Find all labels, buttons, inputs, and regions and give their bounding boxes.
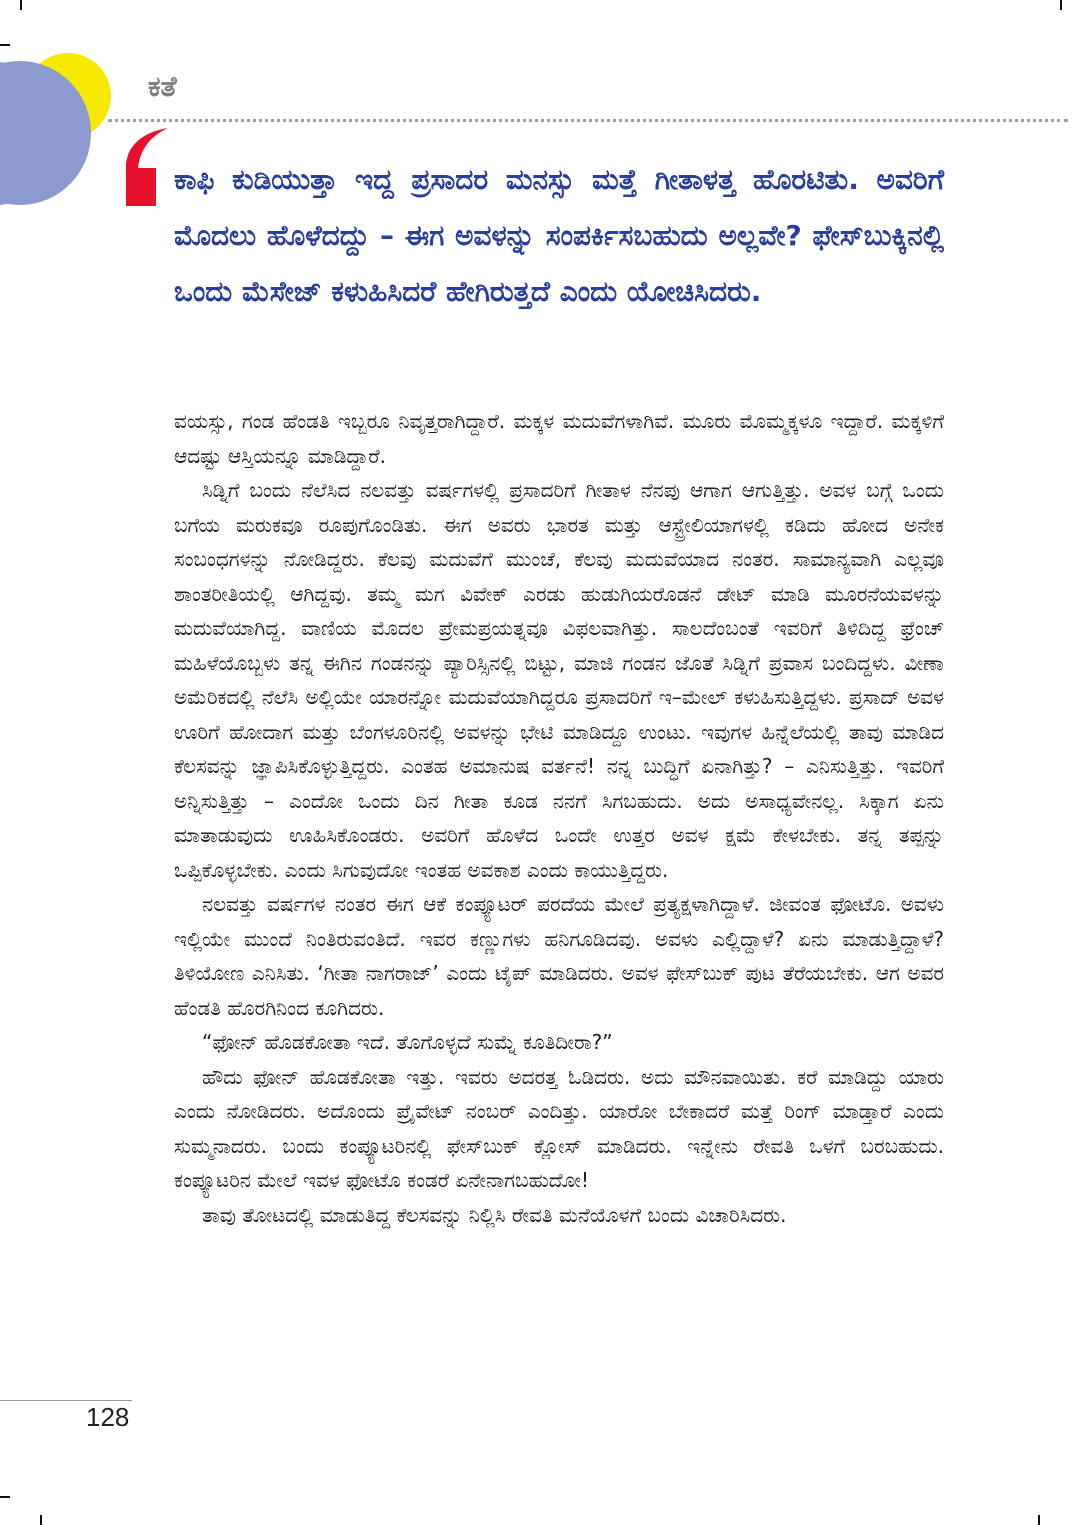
- crop-mark: [40, 1515, 42, 1525]
- body-paragraph: ವಯಸ್ಸು, ಗಂಡ ಹೆಂಡತಿ ಇಬ್ಬರೂ ನಿವೃತ್ತರಾಗಿದ್ದಾರೆ. ಮಕ್ಕಳ ಮದುವೆಗಳಾಗಿವೆ. ಮೂರು ಮೊಮ್ಮಕ್ಕಳೂ ಇದ್ದಾರೆ. ಮಕ್ಕಳಿಗೆ ಆದಷ್ಟು ಆಸ್ತಿಯನ್ನೂ ಮಾಡಿದ್ದಾರೆ.: [174, 409, 944, 468]
- crop-mark: [1038, 1515, 1040, 1525]
- crop-mark: [1060, 0, 1062, 10]
- section-label: ಕತೆ: [148, 70, 177, 103]
- quote-mark-icon: [126, 128, 170, 206]
- page-number-rule: [0, 1400, 132, 1401]
- decorative-circles: [0, 0, 140, 210]
- crop-mark: [0, 1496, 10, 1498]
- body-paragraph: ಸಿಡ್ನಿಗೆ ಬಂದು ನೆಲೆಸಿದ ನಲವತ್ತು ವರ್ಷಗಳಲ್ಲಿ ಪ್ರಸಾದರಿಗೆ ಗೀತಾಳ ನೆನಪು ಆಗಾಗ ಆಗುತ್ತಿತ್ತು. ಅವಳ ಬಗ್ಗೆ ಒಂದು ಬಗೆಯ ಮರುಕವೂ ರೂಪುಗೊಂಡಿತು. ಈಗ ಅವರು ಭಾರತ ಮತ್ತು ಆಸ್ಟ್ರೇಲಿಯಾಗಳಲ್ಲಿ ಕಡಿದು ಹೋದ ಅನೇಕ ಸಂಬಂಧಗಳನ್ನು ನೋಡಿದ್ದರು. ಕೆಲವು ಮದುವೆಗೆ ಮುಂಚೆ, ಕೆಲವು ಮದುವೆಯಾದ ನಂತರ. ಸಾಮಾನ್ಯವಾಗಿ ಎಲ್ಲವೂ ಶಾಂತರೀತಿಯಲ್ಲಿ ಆಗಿದ್ದವು. ತಮ್ಮ ಮಗ ವಿವೇಕ್ ಎರಡು ಹುಡುಗಿಯರೊಡನೆ ಡೇಟ್ ಮಾಡಿ ಮೂರನೆಯವಳನ್ನು ಮದುವೆಯಾಗಿದ್ದ. ವಾಣಿಯ ಮೊದಲ ಪ್ರೇಮಪ್ರಯತ್ನವೂ ವಿಫಲವಾಗಿತ್ತು. ಸಾಲದೆಂಬಂತೆ ಇವರಿಗೆ ತಿಳಿದಿದ್ದ ಫ್ರೆಂಚ್ ಮಹಿಳೆಯೊಬ್ಬಳು ತನ್ನ ಈಗಿನ ಗಂಡನನ್ನು ಪ್ಯಾರಿಸ್ಸಿನಲ್ಲಿ ಬಿಟ್ಟು, ಮಾಜಿ ಗಂಡನ ಜೊತೆ ಸಿಡ್ನಿಗೆ ಪ್ರವಾಸ ಬಂದಿದ್ದಳು. ವೀಣಾ ಅಮೆರಿಕದಲ್ಲಿ ನೆಲೆಸಿ ಅಲ್ಲಿಯೇ ಯಾರನ್ನೋ ಮದುವೆಯಾಗಿದ್ದರೂ ಪ್ರಸಾದರಿಗೆ ಇ–ಮೇಲ್ ಕಳುಹಿಸುತ್ತಿದ್ದಳು. ಪ್ರಸಾದ್ ಅವಳ ಊರಿಗೆ ಹೋದಾಗ ಮತ್ತು ಬೆಂಗಳೂರಿನಲ್ಲಿ ಅವಳನ್ನು ಭೇಟಿ ಮಾಡಿದ್ದೂ ಉಂಟು. ಇವುಗಳ ಹಿನ್ನೆಲೆಯಲ್ಲಿ ತಾವು ಮಾಡಿದ ಕೆಲಸವನ್ನು ಜ್ಞಾಪಿಸಿಕೊಳ್ಳುತ್ತಿದ್ದರು. ಎಂತಹ ಅಮಾನುಷ ವರ್ತನೆ! ನನ್ನ ಬುದ್ಧಿಗೆ ಏನಾಗಿತ್ತು? – ಎನಿಸುತ್ತಿತ್ತು. ಇವರಿಗೆ ಅನ್ನಿಸುತ್ತಿತ್ತು – ಎಂದೋ ಒಂದು ದಿನ ಗೀತಾ ಕೂಡ ನನಗೆ ಸಿಗಬಹುದು. ಅದು ಅಸಾಧ್ಯವೇನಲ್ಲ. ಸಿಕ್ಕಾಗ ಏನು ಮಾತಾಡುವುದು ಊಹಿಸಿಕೊಂಡರು. ಅವರಿಗೆ ಹೊಳೆದ ಒಂದೇ ಉತ್ತರ ಅವಳ ಕ್ಷಮೆ ಕೇಳಬೇಕು. ತನ್ನ ತಪ್ಪನ್ನು ಒಪ್ಪಿಕೊಳ್ಳಬೇಕು. ಎಂದು ಸಿಗುವುದೋ ಇಂತಹ ಅವಕಾಶ ಎಂದು ಕಾಯುತ್ತಿದ್ದರು.: [174, 478, 944, 882]
- body-paragraph: ನಲವತ್ತು ವರ್ಷಗಳ ನಂತರ ಈಗ ಆಕೆ ಕಂಪ್ಯೂಟರ್ ಪರದೆಯ ಮೇಲೆ ಪ್ರತ್ಯಕ್ಷಳಾಗಿದ್ದಾಳೆ. ಜೀವಂತ ಫೋಟೊ. ಅವಳು ಇಲ್ಲಿಯೇ ಮುಂದೆ ನಿಂತಿರುವಂತಿದೆ. ಇವರ ಕಣ್ಣುಗಳು ಹನಿಗೂಡಿದವು. ಅವಳು ಎಲ್ಲಿದ್ದಾಳೆ? ಏನು ಮಾಡುತ್ತಿದ್ದಾಳೆ? ತಿಳಿಯೋಣ ಎನಿಸಿತು. ‘ಗೀತಾ ನಾಗರಾಜ್’ ಎಂದು ಟೈಪ್ ಮಾಡಿದರು. ಅವಳ ಫೇಸ್‌ಬುಕ್ ಪುಟ ತೆರೆಯಬೇಕು. ಆಗ ಅವರ ಹೆಂಡತಿ ಹೊರಗಿನಿಂದ ಕೂಗಿದರು.: [174, 892, 944, 1020]
- body-paragraph: ತಾವು ತೋಟದಲ್ಲಿ ಮಾಡುತಿದ್ದ ಕೆಲಸವನ್ನು ನಿಲ್ಲಿಸಿ ರೇವತಿ ಮನೆಯೊಳಗೆ ಬಂದು ವಿಚಾರಿಸಿದರು.: [202, 1202, 787, 1227]
- page-number: 128: [86, 1402, 130, 1432]
- body-paragraph: ಹೌದು ಫೋನ್ ಹೊಡಕೋತಾ ಇತ್ತು. ಇವರು ಅದರತ್ತ ಓಡಿದರು. ಅದು ಮೌನವಾಯಿತು. ಕರೆ ಮಾಡಿದ್ದು ಯಾರು ಎಂದು ನೋಡಿದರು. ಅದೊಂದು ಪ್ರೈವೇಟ್ ನಂಬರ್ ಎಂದಿತ್ತು. ಯಾರೋ ಬೇಕಾದರೆ ಮತ್ತೆ ರಿಂಗ್ ಮಾಡ್ತಾರೆ ಎಂದು ಸುಮ್ಮನಾದರು. ಬಂದು ಕಂಪ್ಯೂಟರಿನಲ್ಲಿ ಫೇಸ್‌ಬುಕ್ ಕ್ಲೋಸ್ ಮಾಡಿದರು. ಇನ್ನೇನು ರೇವತಿ ಒಳಗೆ ಬರಬಹುದು. ಕಂಪ್ಯೂಟರಿನ ಮೇಲೆ ಇವಳ ಫೋಟೊ ಕಂಡರೆ ಏನೇನಾಗಬಹುದೋ!: [174, 1064, 944, 1192]
- body-paragraph: “ಫೋನ್ ಹೊಡಕೋತಾ ಇದೆ. ತೊಗೊಳ್ಳದೆ ಸುಮ್ನೆ ಕೂತಿದೀರಾ?”: [202, 1030, 613, 1054]
- pull-quote: ಕಾಫಿ ಕುಡಿಯುತ್ತಾ ಇದ್ದ ಪ್ರಸಾದರ ಮನಸ್ಸು ಮತ್ತೆ ಗೀತಾಳತ್ತ ಹೊರಟಿತು. ಅವರಿಗೆ ಮೊದಲು ಹೊಳೆದದ್ದು – ಈಗ ಅವಳನ್ನು ಸಂಪರ್ಕಿಸಬಹುದು ಅಲ್ಲವೇ? ಫೇಸ್‌ಬುಕ್ಕಿನಲ್ಲಿ ಒಂದು ಮೆಸೇಜ್ ಕಳುಹಿಸಿದರೆ ಹೇಗಿರುತ್ತದೆ ಎಂದು ಯೋಚಿಸಿದರು.: [174, 163, 944, 308]
- story-body: [174, 404, 944, 1232]
- dotted-divider: [108, 119, 1068, 122]
